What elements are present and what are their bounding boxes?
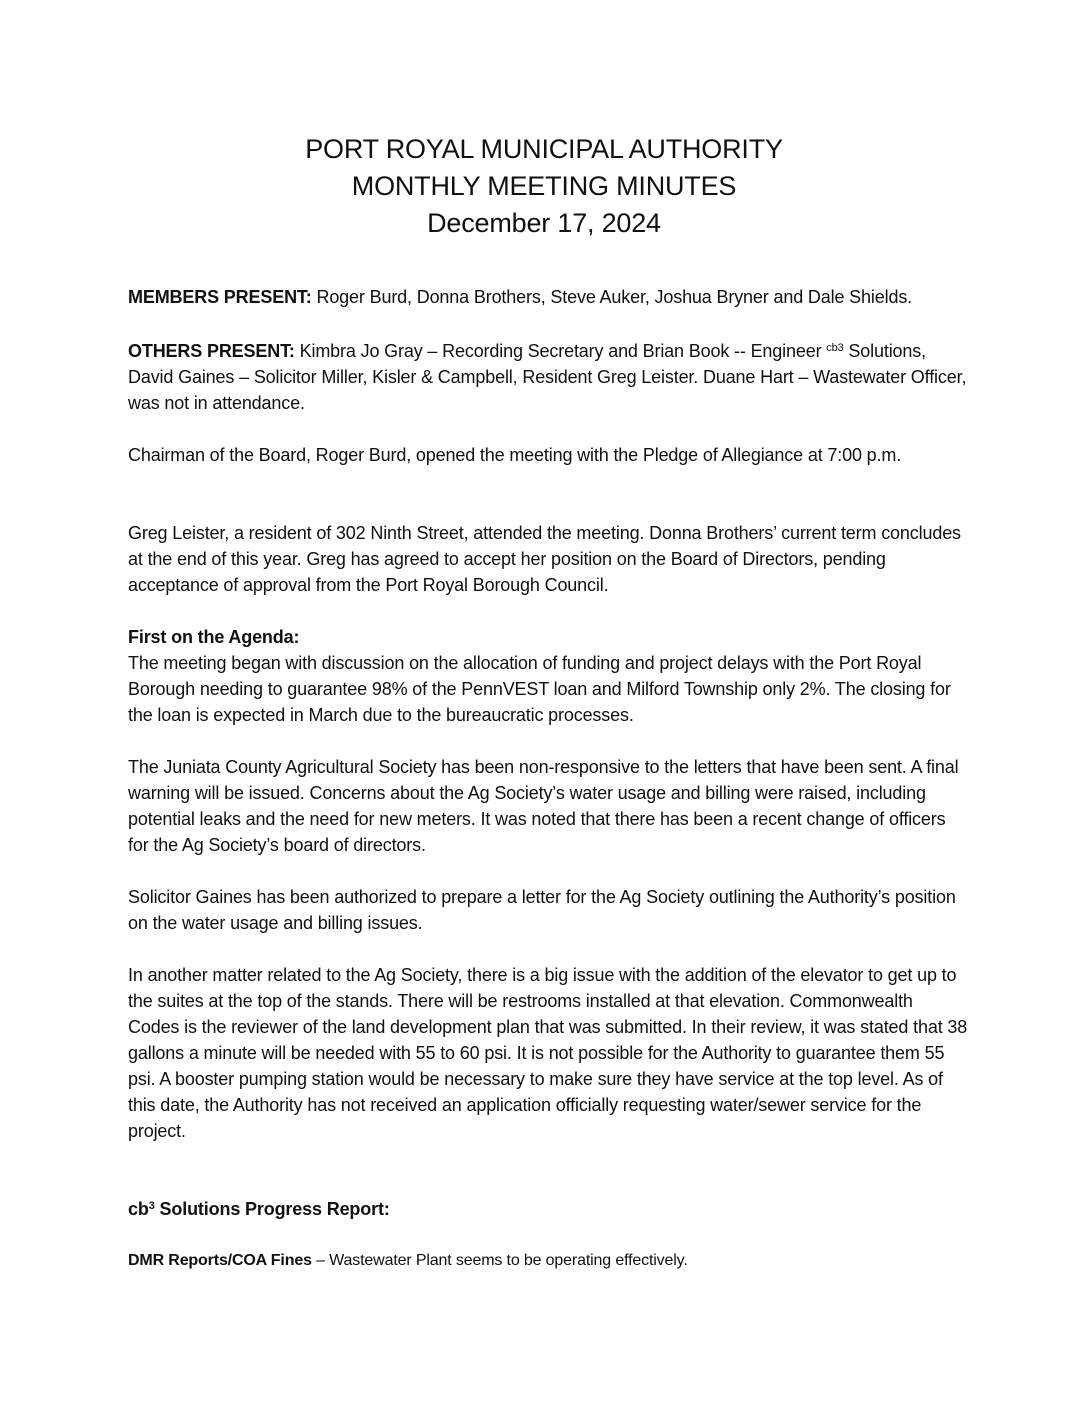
dmr-reports-text: – Wastewater Plant seems to be operating effectively. bbox=[311, 1252, 688, 1269]
elevator-paragraph bbox=[128, 962, 968, 1144]
others-present-text-1: Kimbra Jo Gray – Recording Secretary and Brian Book -- Engineer bbox=[294, 341, 827, 361]
title-document-type: MONTHLY MEETING MINUTES bbox=[351, 171, 737, 201]
others-present-paragraph bbox=[128, 338, 968, 416]
solicitor-text: Solicitor Gaines has been authorized to prepare a letter for the Ag Society outlining the Authority’s position on the water usage and billing issues. bbox=[128, 887, 956, 933]
opening-text: Chairman of the Board, Roger Burd, opened the meeting with the Pledge of Allegiance at 7:00 p.m. bbox=[128, 445, 902, 465]
opening-paragraph bbox=[128, 442, 968, 468]
others-present-label: OTHERS PRESENT: bbox=[128, 341, 295, 361]
elevator-text: In another matter related to the Ag Society, there is a big issue with the addition of the elevator to get up to the suites at the top of the stands. There will be restrooms installed at that elevation. Commonwealth Codes is the reviewer of the land development plan that was submitted. In their review, it was stated that 38 gallons a minute will be needed with 55 to 60 psi. It is not possible for the Authority to guarantee them 55 psi. A booster pumping station would be necessary to make sure they have service at the top level. As of this date, the Authority has not received an application officially requesting water/sewer service for the project. bbox=[128, 965, 968, 1141]
document-title bbox=[0, 131, 1088, 242]
progress-heading-superscript: 3 bbox=[148, 1200, 155, 1212]
members-present-text: Roger Burd, Donna Brothers, Steve Auker, Joshua Bryner and Dale Shields. bbox=[311, 287, 913, 307]
members-present-label: MEMBERS PRESENT: bbox=[128, 287, 312, 307]
progress-heading-rest: Solutions Progress Report: bbox=[154, 1199, 390, 1219]
title-date: December 17, 2024 bbox=[427, 208, 661, 238]
dmr-reports-line bbox=[128, 1248, 968, 1274]
progress-report-heading bbox=[128, 1196, 968, 1222]
solicitor-paragraph bbox=[128, 884, 968, 936]
dmr-reports-label: DMR Reports/COA Fines bbox=[128, 1252, 312, 1269]
progress-heading-prefix: cb bbox=[128, 1199, 149, 1219]
greg-leister-paragraph bbox=[128, 520, 968, 598]
agenda-heading: First on the Agenda: bbox=[128, 627, 300, 647]
members-present-paragraph bbox=[128, 284, 968, 310]
ag-society-text: The Juniata County Agricultural Society has been non-responsive to the letters that have been sent. A final warning will be issued. Concerns about the Ag Society’s water usage and billing were raised, including potential leaks and the need for new meters. It was noted that there has been a recent change of officers for the Ag Society’s board of directors. bbox=[128, 757, 959, 855]
cb3-superscript: cb3 bbox=[826, 342, 844, 354]
agenda-section bbox=[128, 624, 968, 728]
others-present-text-2: Solutions, David Gaines – Solicitor Miller, Kisler & Campbell, Resident Greg Leister. Duane Hart – Wastewater Officer, was not in attendance. bbox=[128, 341, 967, 413]
ag-society-paragraph bbox=[128, 754, 968, 858]
greg-leister-text: Greg Leister, a resident of 302 Ninth Street, attended the meeting. Donna Brothers’ current term concludes at the end of this year. Greg has agreed to accept her position on the Board of Directors, pending acceptance of approval from the Port Royal Borough Council. bbox=[128, 523, 961, 595]
agenda-paragraph-1: The meeting began with discussion on the allocation of funding and project delays with the Port Royal Borough needing to guarantee 98% of the PennVEST loan and Milford Township only 2%. The closing for the loan is expected in March due to the bureaucratic processes. bbox=[128, 653, 951, 725]
title-organization: PORT ROYAL MUNICIPAL AUTHORITY bbox=[305, 134, 783, 164]
